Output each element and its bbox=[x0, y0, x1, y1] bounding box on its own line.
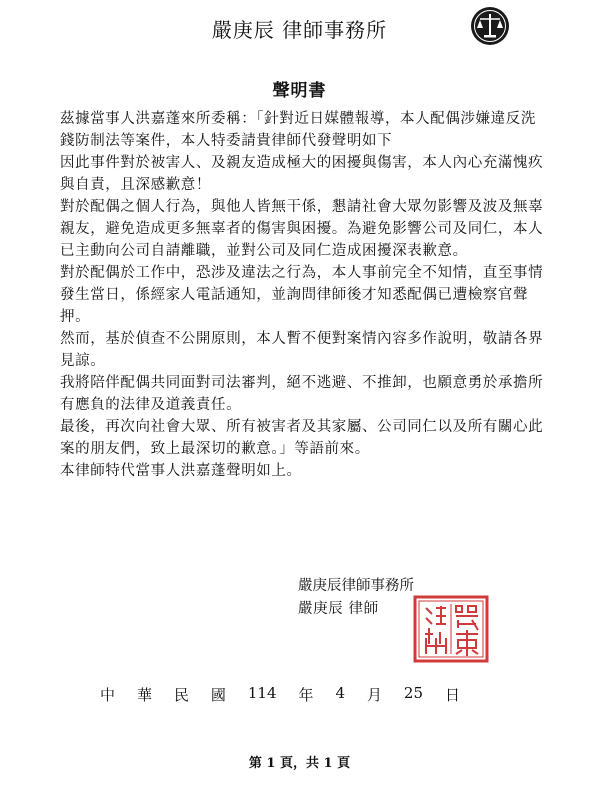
document-date bbox=[100, 684, 460, 705]
scales-of-justice-icon bbox=[470, 6, 510, 46]
paragraph: 我將陪伴配偶共同面對司法審判，絕不逃避、不推卸，也願意勇於承擔所有應負的法律及道義責任。 bbox=[60, 375, 544, 413]
date-year: 114 bbox=[247, 684, 277, 702]
page-number: 第 1 頁，共 1 頁 bbox=[248, 756, 351, 771]
paragraph: 茲據當事人洪嘉蓬來所委稱：「針對近日媒體報導，本人配偶涉嫌違反洗錢防制法等案件，本人特委請貴律師代發聲明如下 bbox=[60, 111, 536, 149]
paragraph: 然而，基於偵查不公開原則，本人暫不便對案情內容多作說明，敬請各界見諒。 bbox=[60, 331, 544, 369]
date-month: 4 bbox=[335, 684, 345, 702]
signature-firm: 嚴庚辰律師事務所 bbox=[298, 578, 414, 594]
date-part: 華 bbox=[136, 686, 152, 704]
signature-lawyer: 嚴庚辰 律師 bbox=[298, 601, 379, 617]
date-part: 日 bbox=[444, 686, 460, 704]
date-part: 年 bbox=[298, 686, 314, 704]
date-day: 25 bbox=[403, 684, 423, 702]
date-part: 民 bbox=[173, 686, 189, 704]
statement-body bbox=[60, 108, 550, 482]
paragraph: 最後，再次向社會大眾、所有被害者及其家屬、公司同仁以及所有關心此案的朋友們，致上最深切的歉意。」等語前來。 bbox=[60, 419, 544, 457]
date-part: 月 bbox=[366, 686, 382, 704]
paragraph: 對於配偶之個人行為，與他人皆無干係，懇請社會大眾勿影響及波及無辜親友，避免造成更多無辜者的傷害與困擾。為避免影響公司及同仁，本人已主動向公司自請離職，並對公司及同仁造成困擾深表歉意。 bbox=[60, 199, 544, 259]
paragraph: 本律師特代當事人洪嘉蓬聲明如上。 bbox=[60, 463, 302, 479]
date-part: 國 bbox=[210, 686, 226, 704]
paragraph: 對於配偶於工作中，恐涉及違法之行為，本人事前完全不知情，直至事情發生當日，係經家人電話通知，並詢問律師後才知悉配偶已遭檢察官聲押。 bbox=[60, 265, 544, 325]
lawyer-seal-stamp bbox=[412, 594, 490, 664]
paragraph: 因此事件對於被害人、及親友造成極大的困擾與傷害，本人內心充滿愧疚與自責，且深感歉意！ bbox=[60, 155, 544, 193]
document-title: 聲明書 bbox=[272, 81, 327, 101]
date-part: 中 bbox=[100, 686, 116, 704]
firm-title: 嚴庚辰 律師事務所 bbox=[211, 18, 388, 42]
